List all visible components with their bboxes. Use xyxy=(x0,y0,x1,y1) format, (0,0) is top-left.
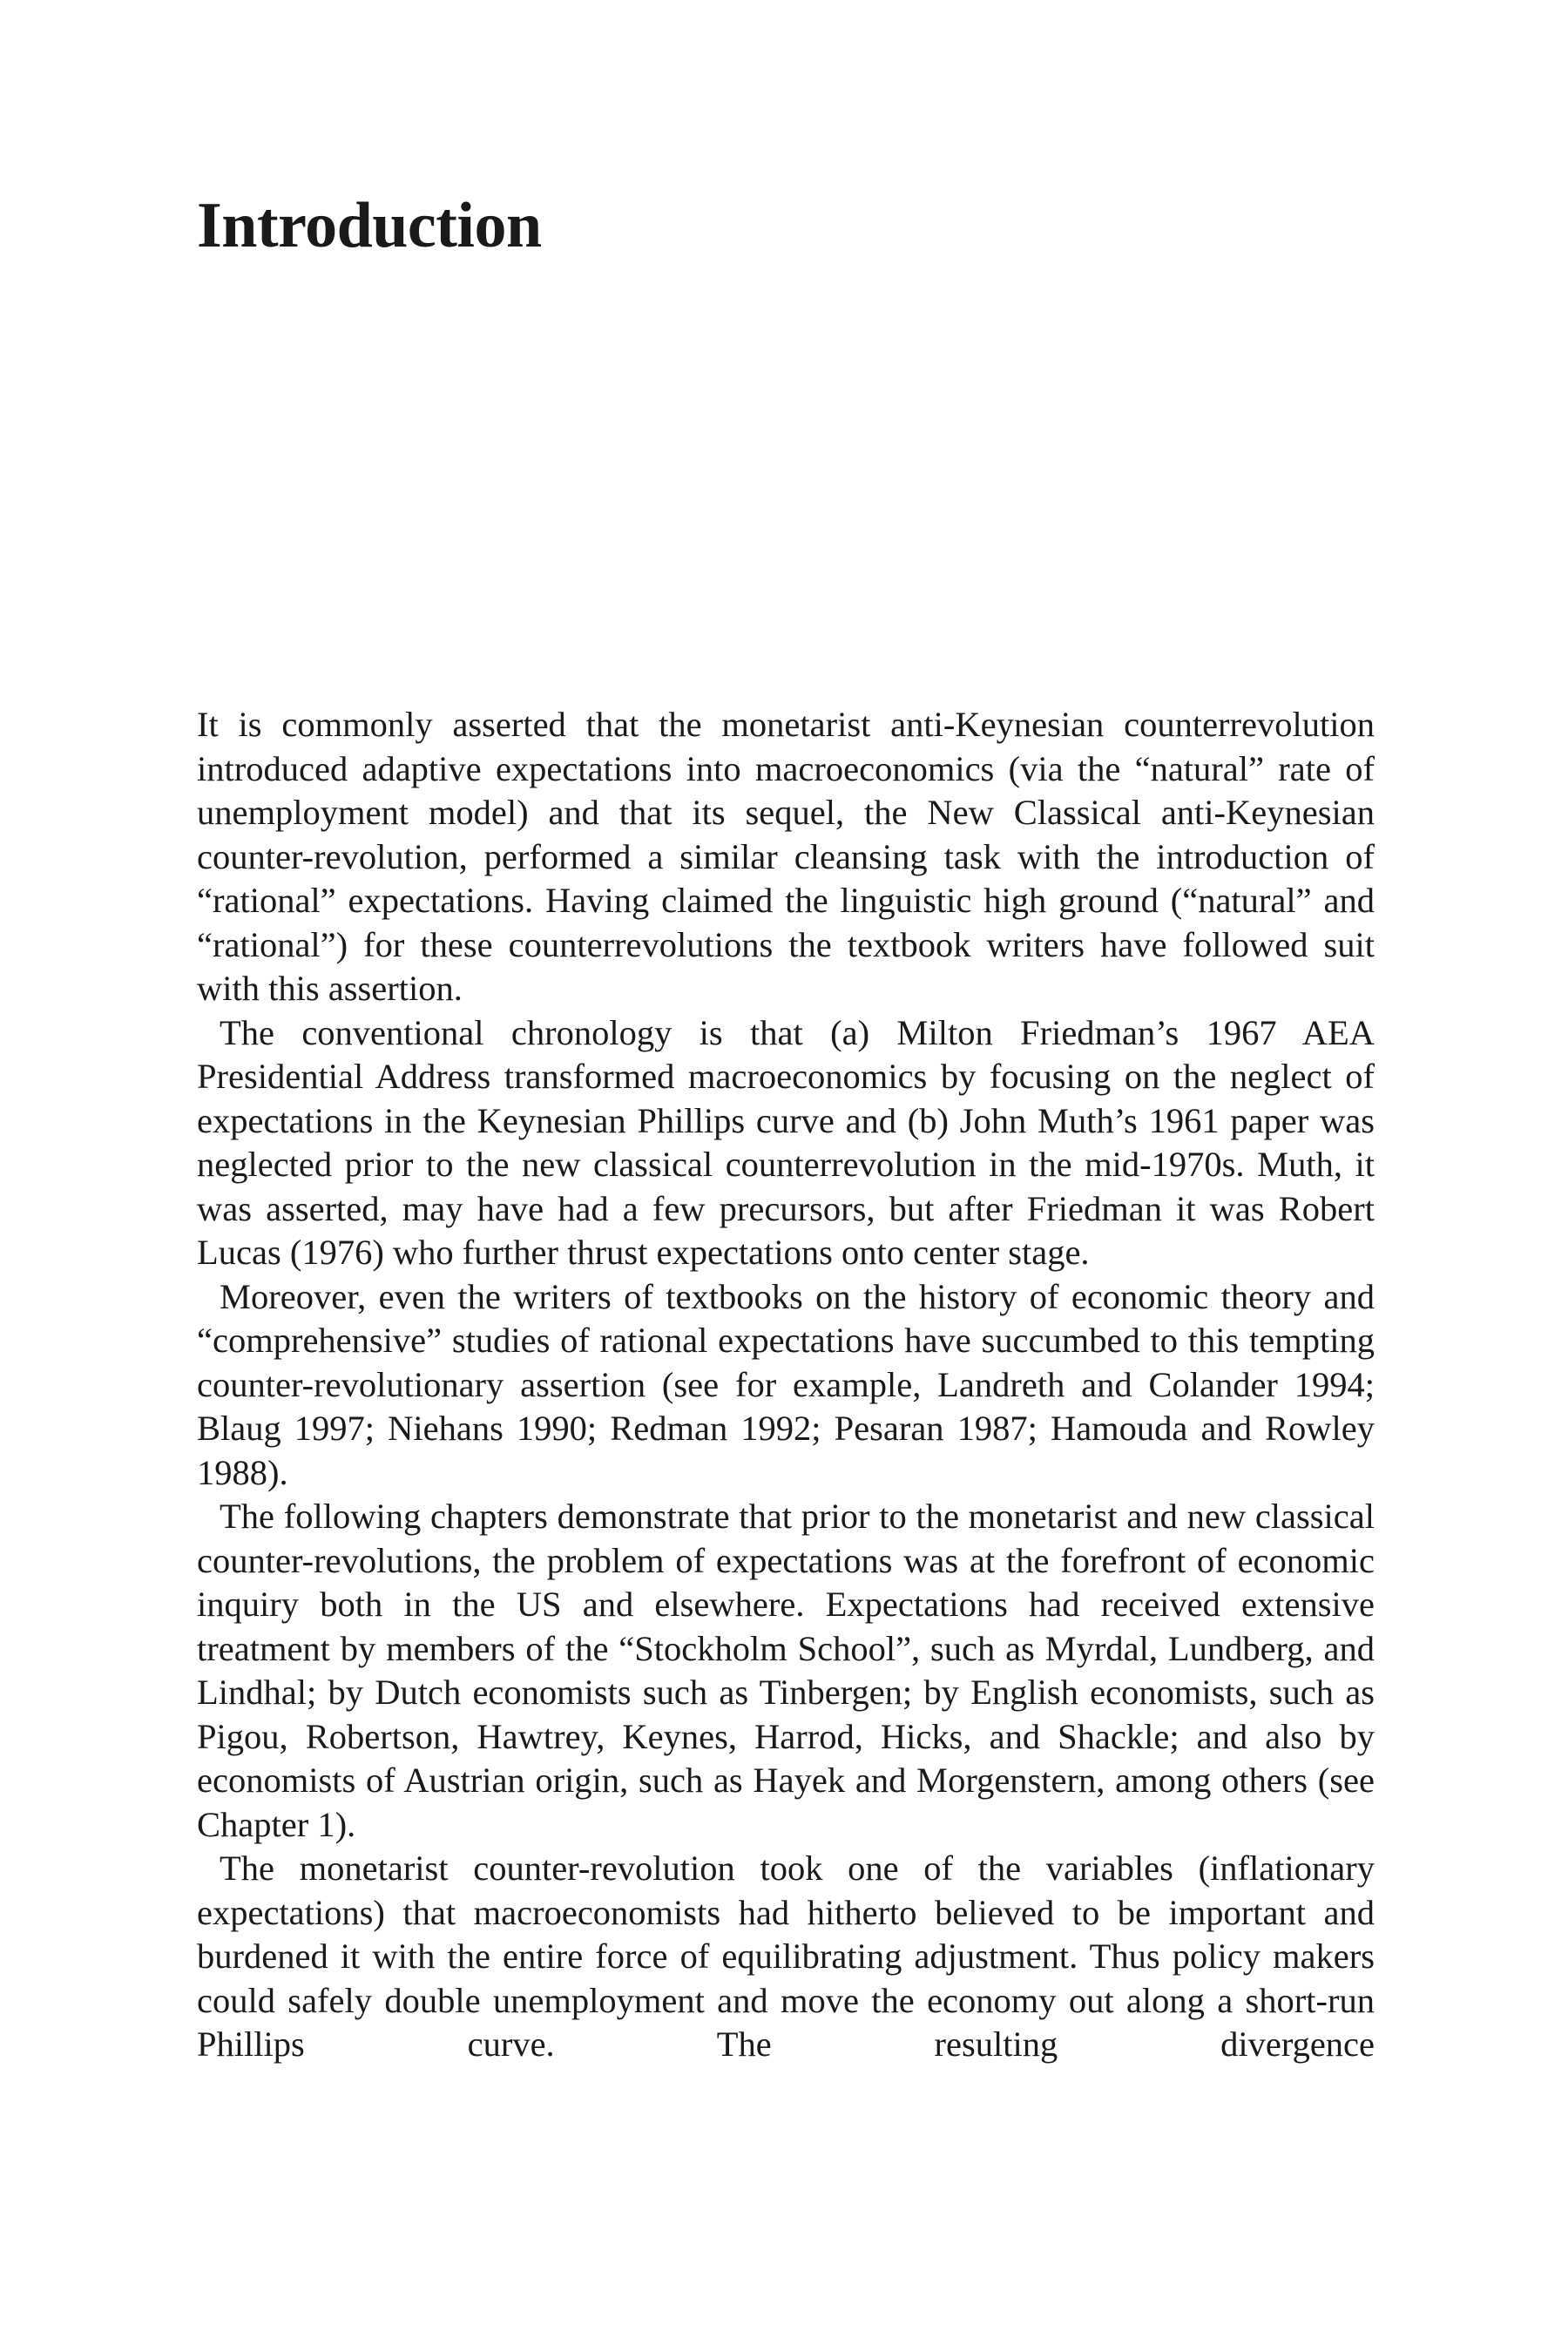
chapter-title: Introduction xyxy=(197,190,542,261)
paragraph-5: The monetarist counter-revolution took one of the variables (inflationary expectations) that macroeconomists had hitherto believed to be important and burdened it with the entire force of equilibrating adjustment. Thus policy makers could safely double unemployment and move the economy out along a short-run Phillips curve. The resulting divergence xyxy=(197,1848,1375,2064)
paragraph-4: The following chapters demonstrate that prior to the monetarist and new classical counter-revolutions, the problem of expectations was at the forefront of economic inquiry both in the US and elsewhere. Expectations had received extensive treatment by members of the “Stockholm School”, such as Myrdal, Lundberg, and Lindhal; by Dutch economists such as Tinbergen; by English economists, such as Pigou, Robertson, Hawtrey, Keynes, Harrod, Hicks, and Shackle; and also by economists of Austrian origin, such as Hayek and Morgenstern, among others (see Chapter 1). xyxy=(197,1497,1375,1844)
paragraph-2: The conventional chronology is that (a) Milton Friedman’s 1967 AEA Presidential Address transformed macroeconomics by focusing on the neglect of expectations in the Keynesian Phillips curve and (b) John Muth’s 1961 paper was neglected prior to the new classical counterrevolution in the mid-1970s. Muth, it was asserted, may have had a few precursors, but after Friedman it was Robert Lucas (1976) who further thrust expectations onto center stage. xyxy=(197,1012,1375,1272)
paragraph-3: Moreover, even the writers of textbooks on the history of economic theory and “comprehensive” studies of rational expectations have succumbed to this tempting counter-revolutionary assertion (see for example, Landreth and Colander 1994; Blaug 1997; Niehans 1990; Redman 1992; Pesaran 1987; Hamouda and Rowley 1988). xyxy=(197,1276,1375,1492)
paragraph-1: It is commonly asserted that the monetarist anti-Keynesian counterrevolution introduced adaptive expectations into macroeconomics (via the “natural” rate of unemployment model) and that its sequel, the New Classical anti-Keynesian counter-revolution, performed a similar cleansing task with the introduction of “rational” expectations. Having claimed the linguistic high ground (“natural” and “rational”) for these counterrevolutions the textbook writers have followed suit with this assertion. xyxy=(197,705,1375,1008)
chapter-body xyxy=(197,703,1375,2067)
